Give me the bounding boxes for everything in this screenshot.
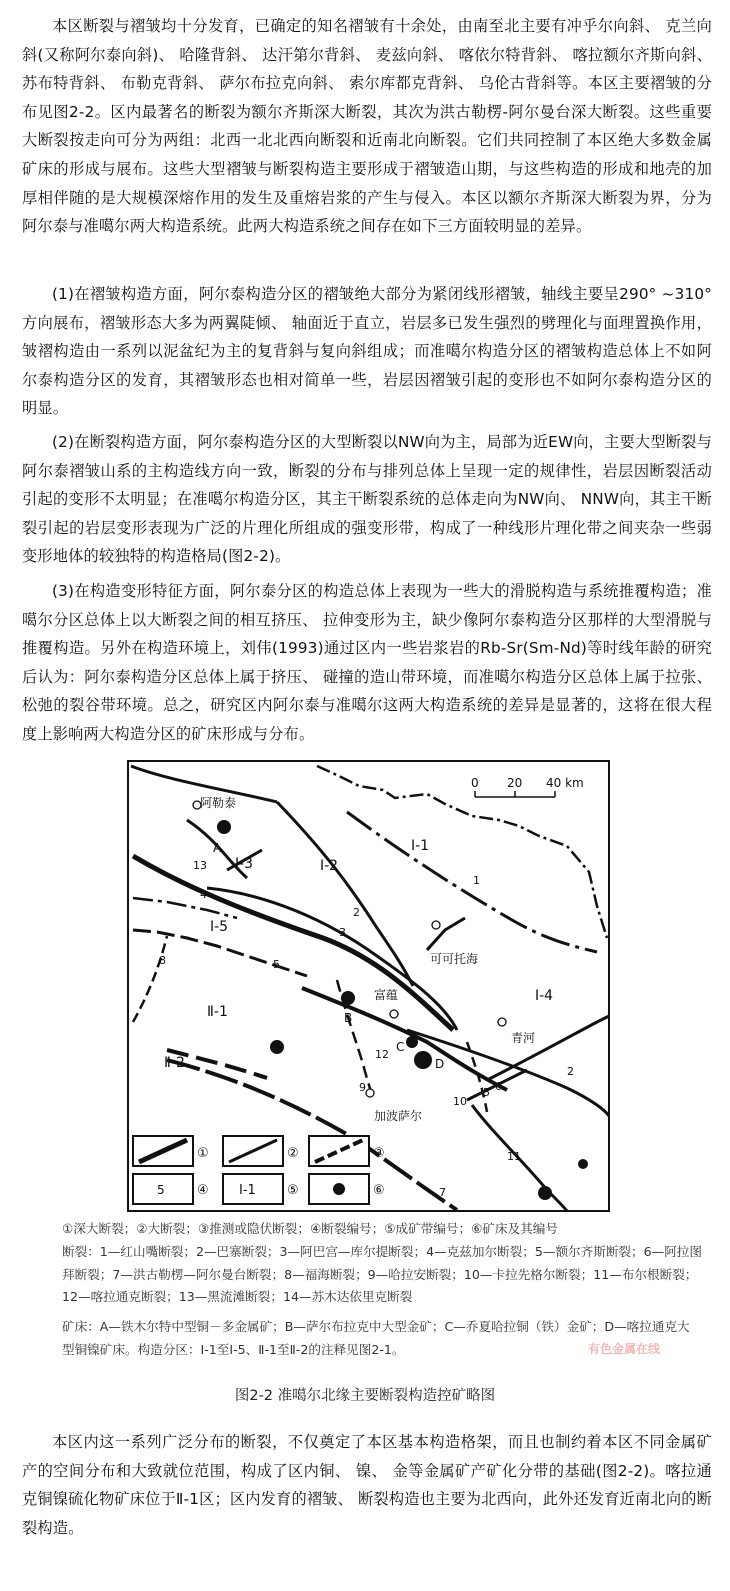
fault-number-7: 7 <box>439 1186 446 1199</box>
legend-num-1: ① <box>197 1146 209 1161</box>
fault-number-11: 11 <box>507 1150 521 1163</box>
legend-note-deposits: 矿床：A—铁木尔特中型铜－多金属矿；B—萨尔布拉克中大型金矿；C—乔夏哈拉铜（铁）金矿；D—喀拉通克大型铜镍矿床。构造分区：Ⅰ-1至Ⅰ-5、Ⅱ-1至Ⅱ-2的注释见图2-1。 <box>62 1319 690 1357</box>
legend-note-symbols: ①深大断裂；②大断裂；③推测或隐伏断裂；④断裂编号；⑤成矿带编号；⑥矿床及其编号 <box>62 1221 558 1236</box>
fault-number-8: 8 <box>159 954 166 967</box>
body-paragraph-3: (2)在断裂构造方面，阿尔泰构造分区的大型断裂以NW向为主，局部为近EW向，主要大型断裂与阿尔泰褶皱山系的主构造线方向一致，断裂的分布与排列总体上呈现一定的规律性，岩层因断裂活动引起的变形不太明显；在准噶尔构造分区，其主干断裂系统的总体走向为NW向、 NNW向，其主干断裂引起的岩层变形表现为广泛的片理化所组成的强变形带，构成了一种线形片理化带之间夹杂一些弱变形地体的较独特的构造格局(图2-2)。 <box>22 433 712 566</box>
deposit-label-B: B <box>344 1011 353 1025</box>
body-paragraph-5: 本区内这一系列广泛分布的断裂，不仅奠定了本区基本构造格架，而且也制约着本区不同金属矿产的空间分布和大致就位范围，构成了区内铜、 镍、 金等金属矿产矿化分带的基础(图2-2)。喀拉通克铜镍硫化物矿床位于Ⅱ-1区；区内发育的褶皱、 断裂构造也主要为北西向，此外还发育近南北向的断裂构造。 <box>22 1433 712 1537</box>
body-paragraph-4: (3)在构造变形特征方面，阿尔泰分区的构造总体上表现为一些大的滑脱构造与系统推覆构造；准噶尔分区总体上以大断裂之间的相互挤压、 拉伸变形为主，缺少像阿尔泰构造分区那样的大型滑脱与推覆构造。另外在构造环境上，刘伟(1993)通过区内一些岩浆岩的Rb-Sr(Sm-Nd)等时线年龄的研究后认为：阿尔泰构造分区总体上属于挤压、 碰撞的造山带环境，而准噶尔构造分区总体上属于拉张、 松弛的裂谷带环境。总之，研究区内阿尔泰与准噶尔这两大构造系统的差异是显著的，这将在很大程度上影响两大构造分区的矿床形成与分布。 <box>22 582 712 743</box>
legend-box-4-text: 5 <box>157 1183 165 1197</box>
place-marker-fuyun <box>390 1010 398 1018</box>
fault-number-13: 13 <box>193 859 207 872</box>
deposit-dot-D <box>414 1051 432 1069</box>
fault-number-5: 5 <box>273 958 280 971</box>
body-paragraph-1: 本区断裂与褶皱均十分发育，已确定的知名褶皱有十余处，由南至北主要有冲乎尔向斜、 克兰向斜(又称阿尔泰向斜)、 哈隆背斜、 达汗第尔背斜、 麦兹向斜、 喀依尔特背斜、 喀拉额尔齐斯向斜、 苏布特背斜、 布勒克背斜、 萨尔布拉克向斜、 索尔库都克背斜、 乌伦古背斜等。本区主要褶皱的分布见图2-2。区内最著名的断裂为额尔齐斯深大断裂，其次为洪古勒楞-阿尔曼台深大断裂。这些重要大断裂按走向可分为两组：北西一北北西向断裂和近南北向断裂。它们共同控制了本区绝大多数金属矿床的形成与展布。这些大型褶皱与断裂构造主要形成于褶皱造山期，与这些构造的形成和地壳的加厚相伴随的是大规模深熔作用的发生及重熔岩浆的产生与侵入。本区以额尔齐斯深大断裂为界，分为阿尔泰与准噶尔两大构造系统。此两大构造系统之间存在如下三方面较明显的差异。 <box>22 17 712 236</box>
zone-label-II-2: Ⅱ-2 <box>164 1055 185 1071</box>
fault-number-5-east: 5 <box>483 1086 490 1099</box>
legend-num-3: ③ <box>373 1146 385 1161</box>
zone-label-I-5: Ⅰ-5 <box>210 919 229 935</box>
deposit-label-D: D <box>435 1057 445 1071</box>
zone-label-I-3: Ⅰ-3 <box>235 856 254 872</box>
place-marker-qinghe <box>498 1018 506 1026</box>
place-marker-keketuohai <box>432 921 440 929</box>
deposit-label-A: A <box>213 841 222 855</box>
place-label-aletai: 阿勒泰 <box>200 796 237 810</box>
deposit-dot-west <box>270 1040 284 1054</box>
watermark: 有色金属在线 <box>588 1342 661 1356</box>
legend-num-4: ④ <box>197 1183 209 1198</box>
place-label-fuyun: 富蕴 <box>374 988 399 1002</box>
legend-note-faults: 断裂：1—红山嘴断裂；2—巴寨断裂；3—阿巴宫—库尔提断裂；4—克兹加尔断裂；5—额尔齐斯断裂；6—阿拉图拜断裂；7—洪古勒楞—阿尔曼台断裂；8—福海断裂；9—哈拉安断裂；10—卡拉先格尔断裂；11—布尔根断裂；12—喀拉通克断裂；13—黑流滩断裂；14—苏木达依里克断裂 <box>62 1244 702 1305</box>
body-paragraph-2: (1)在褶皱构造方面，阿尔泰构造分区的褶皱绝大部分为紧闭线形褶皱，轴线主要呈290° ~310° 方向展布，褶皱形态大多为两翼陡倾、 轴面近于直立，岩层多已发生强烈的劈理化与面理置换作用，皱褶构造由一系列以泥盆纪为主的复背斜与复向斜组成；而准噶尔构造分区的褶皱构造总体上不如阿尔泰构造分区的发育，其褶皱形态也相对简单一些，岩层因褶皱引起的变形也不如阿尔泰构造分区的明显。 <box>22 285 712 418</box>
scale-label-20: 20 <box>507 776 523 790</box>
place-marker-jiabosaer <box>366 1089 374 1097</box>
zone-label-I-1: Ⅰ-1 <box>411 838 430 854</box>
fault-map-svg <box>127 760 610 1212</box>
deposit-dot-B <box>341 991 355 1005</box>
fault-number-2: 2 <box>353 906 360 919</box>
fault-number-4: 4 <box>200 888 207 901</box>
zone-label-I-4: Ⅰ-4 <box>535 988 554 1004</box>
fault-number-3: 3 <box>339 926 346 939</box>
fault-number-6: 6 <box>495 1080 502 1093</box>
legend-box-5-text: Ⅰ-1 <box>239 1183 256 1198</box>
legend-num-2: ② <box>287 1146 299 1161</box>
deposit-dot-C <box>406 1036 418 1048</box>
place-label-jiabosaer: 加波萨尔 <box>374 1109 423 1123</box>
scale-label-0: 0 <box>471 776 479 790</box>
deposit-dot-east-2 <box>538 1186 552 1200</box>
place-label-keketuohai: 可可托海 <box>430 952 479 966</box>
deposit-dot-A <box>217 820 231 834</box>
fault-number-1: 1 <box>473 874 480 887</box>
deposit-label-C: C <box>396 1040 405 1054</box>
zone-label-I-2: Ⅰ-2 <box>320 858 339 874</box>
place-label-qinghe: 青河 <box>511 1031 536 1045</box>
fault-number-10: 10 <box>453 1095 467 1108</box>
fault-number-12: 12 <box>375 1048 389 1061</box>
fault-number-9: 9 <box>359 1081 366 1094</box>
figure-caption: 图2-2 准噶尔北缘主要断裂构造控矿略图 <box>234 1388 496 1404</box>
fault-map-figure <box>127 760 610 1212</box>
fault-number-2-east: 2 <box>567 1065 574 1078</box>
legend-num-6: ⑥ <box>373 1183 385 1198</box>
deposit-dot-east-1 <box>578 1159 588 1169</box>
scale-label-40: 40 km <box>546 776 584 790</box>
legend-num-5: ⑤ <box>287 1183 299 1198</box>
zone-label-II-1: Ⅱ-1 <box>207 1004 228 1020</box>
